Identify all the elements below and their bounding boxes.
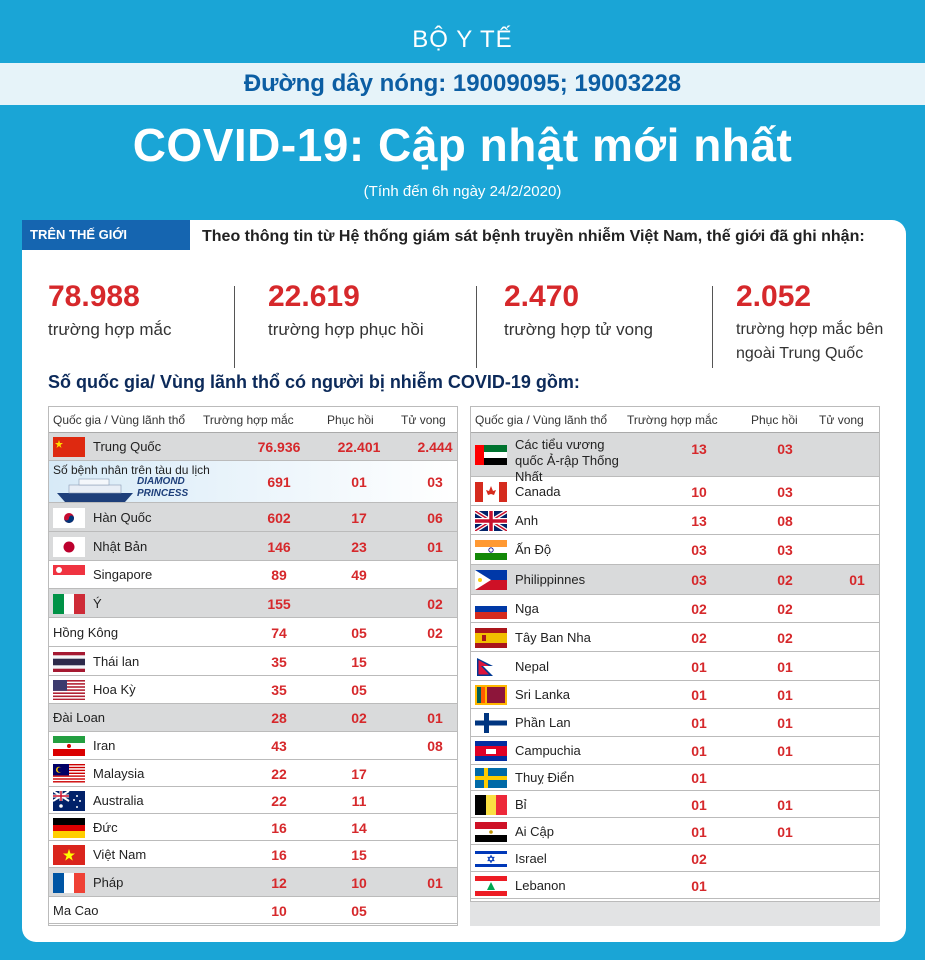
country-name: Ai Cập (515, 823, 555, 839)
country-name: Hàn Quốc (93, 509, 152, 525)
belgium-flag-icon (475, 795, 507, 815)
cases-value: 10 (691, 483, 707, 500)
country-name: Canada (515, 483, 561, 499)
world-stats-card (22, 220, 906, 942)
col-country: Quốc gia / Vùng lãnh thổ (53, 413, 186, 427)
country-name: Các tiểu vương quốc Ả-rập Thống Nhất (515, 437, 619, 484)
country-name: Thuỵ Điển (515, 770, 575, 785)
stat-value: 22.619 (268, 280, 360, 313)
recovered-value: 01 (777, 743, 793, 759)
cases-value: 691 (267, 474, 291, 490)
country-name: Số bệnh nhân trên tàu du lịch (53, 463, 210, 477)
recovered-value: 15 (351, 653, 367, 670)
france-flag-icon (53, 873, 85, 893)
recovered-value: 01 (777, 658, 793, 675)
deaths-value: 03 (427, 474, 443, 490)
deaths-value: 06 (427, 509, 443, 526)
table-row (471, 872, 879, 899)
ship-name-line1: DIAMOND (137, 476, 185, 487)
country-name: Hoa Kỳ (93, 682, 136, 697)
table-row (49, 841, 457, 868)
col-cases: Trường hợp mắc (203, 413, 294, 427)
recovered-value: 03 (777, 542, 793, 558)
country-name: Ý (93, 595, 102, 611)
table-row (471, 765, 879, 791)
china-flag-icon (53, 437, 85, 457)
world-intro-text: Theo thông tin từ Hệ thống giám sát bệnh truyền nhiễm Việt Nam, thế giới đã ghi nhận: (202, 228, 865, 245)
vietnam-flag-icon (53, 845, 85, 865)
table-row (471, 433, 879, 484)
col-country: Quốc gia / Vùng lãnh thổ (475, 413, 608, 427)
nepal-flag-icon (475, 657, 507, 677)
germany-flag-icon (53, 818, 85, 838)
page-subtitle: (Tính đến 6h ngày 24/2/2020) (363, 183, 562, 200)
table-row (471, 709, 879, 737)
country-name: Việt Nam (93, 846, 147, 862)
iran-flag-icon (53, 736, 85, 756)
india-flag-icon (475, 540, 507, 560)
stat-deaths (504, 280, 653, 342)
world-section-tag: TRÊN THẾ GIỚI (22, 220, 190, 250)
stat-outside-china (736, 280, 886, 366)
col-cases: Trường hợp mắc (627, 413, 718, 427)
country-name: Pháp (93, 874, 124, 890)
cases-value: 01 (691, 823, 707, 840)
divider (234, 286, 235, 368)
cases-value: 22 (271, 765, 287, 782)
recovered-value: 23 (351, 538, 367, 555)
cases-value: 01 (691, 877, 707, 894)
cases-value: 01 (691, 770, 707, 786)
table-row (471, 652, 879, 681)
recovered-value: 14 (351, 819, 367, 836)
cases-value: 16 (271, 819, 287, 836)
country-name: Đức (93, 819, 118, 835)
spain-flag-icon (475, 628, 507, 648)
table-footer-band (470, 902, 880, 926)
country-name: Tây Ban Nha (515, 629, 591, 645)
cases-value: 02 (691, 601, 707, 617)
table-row (471, 681, 879, 709)
table-row (49, 760, 457, 787)
cases-value: 43 (271, 738, 287, 754)
table-row (49, 676, 457, 704)
recovered-value: 03 (777, 441, 793, 457)
recovered-value: 05 (351, 624, 367, 641)
right-country-table (470, 406, 880, 902)
recovered-value: 10 (351, 874, 367, 891)
cases-value: 03 (691, 542, 707, 558)
table-row (49, 732, 457, 760)
cases-value: 22 (271, 792, 287, 809)
cases-value: 13 (691, 512, 707, 529)
table-row (471, 737, 879, 765)
japan-flag-icon (53, 537, 85, 557)
singapore-flag-icon (53, 565, 85, 585)
country-name: Bỉ (515, 796, 527, 812)
usa-flag-icon (53, 680, 85, 700)
table-row (471, 791, 879, 818)
table-row (49, 433, 457, 461)
recovered-value: 15 (351, 846, 367, 863)
cases-value: 155 (267, 595, 291, 612)
divider (712, 286, 713, 368)
table-row (471, 595, 879, 623)
stat-label: trường hợp phục hồi (268, 320, 424, 339)
deaths-value: 01 (427, 538, 443, 555)
stat-label: trường hợp tử vong (504, 320, 654, 339)
russia-flag-icon (475, 599, 507, 619)
table-row (49, 618, 457, 647)
country-name: Malaysia (93, 765, 145, 781)
country-name: Lebanon (515, 877, 566, 893)
cases-value: 13 (691, 441, 707, 457)
recovered-value: 02 (351, 710, 367, 726)
south-korea-flag-icon (53, 508, 85, 528)
egypt-flag-icon (475, 822, 507, 842)
table-row (49, 787, 457, 814)
cases-value: 01 (691, 658, 707, 675)
table-row (49, 589, 457, 618)
stat-label: trường hợp mắc (48, 320, 172, 339)
country-name: Ma Cao (53, 902, 99, 918)
finland-flag-icon (475, 713, 507, 733)
country-name: Israel (515, 850, 547, 866)
deaths-value: 02 (427, 595, 443, 612)
cases-value: 602 (267, 509, 291, 526)
sri-lanka-flag-icon (475, 685, 507, 705)
israel-flag-icon (475, 849, 507, 869)
country-name: Campuchia (515, 743, 581, 758)
table-row (471, 535, 879, 565)
stat-label: trường hợp mắc bên ngoài Trung Quốc (736, 321, 884, 362)
table-row (49, 897, 457, 924)
stat-total-cases (48, 280, 171, 342)
table-row (471, 477, 879, 506)
table-row (471, 818, 879, 845)
cases-value: 74 (271, 624, 287, 641)
table-row (49, 561, 457, 589)
cases-value: 02 (691, 850, 707, 867)
col-deaths: Tử vong (819, 413, 864, 427)
deaths-value: 01 (849, 572, 865, 588)
deaths-value: 2.444 (417, 439, 453, 455)
cases-value: 01 (691, 796, 707, 813)
recovered-value: 49 (351, 567, 367, 583)
country-name: Nepal (515, 658, 549, 674)
cases-value: 01 (691, 743, 707, 759)
table-row (49, 647, 457, 676)
col-deaths: Tử vong (401, 413, 446, 427)
malaysia-flag-icon (53, 764, 85, 784)
recovered-value: 02 (777, 629, 793, 646)
deaths-value: 01 (427, 710, 443, 726)
australia-flag-icon (53, 791, 85, 811)
sweden-flag-icon (475, 768, 507, 788)
ministry-of-health-title: BỘ Y TẾ (412, 26, 513, 53)
country-list-title: Số quốc gia/ Vùng lãnh thổ có người bị nhiễm COVID-19 gồm: (48, 372, 580, 392)
uk-flag-icon (475, 511, 507, 531)
thailand-flag-icon (53, 652, 85, 672)
country-name: Philippinnes (515, 572, 586, 587)
country-name: Ấn Độ (515, 542, 552, 557)
recovered-value: 01 (777, 715, 793, 731)
cases-value: 03 (691, 572, 707, 588)
lebanon-flag-icon (475, 876, 507, 896)
country-name: Iran (93, 738, 116, 753)
col-recovered: Phục hồi (327, 413, 374, 427)
table-row (49, 814, 457, 841)
country-name: Phần Lan (515, 715, 571, 730)
cases-value: 12 (271, 874, 287, 891)
deaths-value: 08 (427, 738, 443, 754)
cases-value: 89 (271, 567, 287, 583)
country-name: Nhật Bản (93, 538, 148, 554)
country-name: Singapore (93, 567, 153, 582)
recovered-value: 02 (777, 601, 793, 617)
deaths-value: 02 (427, 624, 443, 641)
canada-flag-icon (475, 482, 507, 502)
cases-value: 76.936 (257, 439, 301, 455)
table-header (471, 407, 879, 433)
country-name: Thái lan (93, 653, 140, 669)
table-row (49, 503, 457, 532)
uae-flag-icon (475, 445, 507, 465)
table-row (471, 845, 879, 872)
table-header (49, 407, 457, 433)
italy-flag-icon (53, 594, 85, 614)
recovered-value: 03 (777, 483, 793, 500)
cases-value: 02 (691, 629, 707, 646)
table-row (49, 461, 457, 503)
recovered-value: 17 (351, 765, 367, 782)
cases-value: 35 (271, 682, 287, 698)
country-name: Trung Quốc (93, 439, 162, 454)
left-country-table (48, 406, 458, 926)
table-row (471, 623, 879, 652)
philippines-flag-icon (475, 570, 507, 590)
table-row (471, 565, 879, 595)
cases-value: 01 (691, 715, 707, 731)
recovered-value: 01 (777, 687, 793, 703)
recovered-value: 01 (777, 823, 793, 840)
country-name: Hồng Kông (53, 624, 119, 640)
country-name: Nga (515, 601, 539, 616)
page-title: COVID-19: Cập nhật mới nhất (132, 119, 793, 171)
recovered-value: 05 (351, 682, 367, 698)
deaths-value: 01 (427, 874, 443, 891)
table-row (49, 704, 457, 732)
cases-value: 146 (267, 538, 291, 555)
cases-value: 35 (271, 653, 287, 670)
recovered-value: 08 (777, 512, 793, 529)
table-row (471, 506, 879, 535)
ship-name-line2: PRINCESS (137, 488, 189, 499)
divider (476, 286, 477, 368)
recovered-value: 22.401 (337, 439, 381, 455)
cambodia-flag-icon (475, 741, 507, 761)
recovered-value: 01 (777, 796, 793, 813)
table-row (49, 868, 457, 897)
recovered-value: 05 (351, 902, 367, 919)
cases-value: 28 (271, 710, 287, 726)
cases-value: 01 (691, 687, 707, 703)
recovered-value: 11 (351, 792, 367, 809)
recovered-value: 02 (777, 572, 793, 588)
stat-recovered (268, 280, 424, 342)
hotline-banner: Đường dây nóng: 19009095; 19003228 (0, 63, 925, 105)
col-recovered: Phục hồi (751, 413, 798, 427)
country-name: Australia (93, 792, 144, 808)
stat-value: 2.470 (504, 280, 580, 313)
table-row (49, 532, 457, 561)
country-name: Sri Lanka (515, 687, 570, 702)
cases-value: 16 (271, 846, 287, 863)
recovered-value: 01 (351, 474, 367, 490)
cases-value: 10 (271, 902, 287, 919)
recovered-value: 17 (351, 509, 367, 526)
country-name: Anh (515, 512, 539, 528)
stat-value: 78.988 (48, 280, 140, 313)
stat-value: 2.052 (736, 280, 812, 313)
country-name: Đài Loan (53, 710, 106, 725)
